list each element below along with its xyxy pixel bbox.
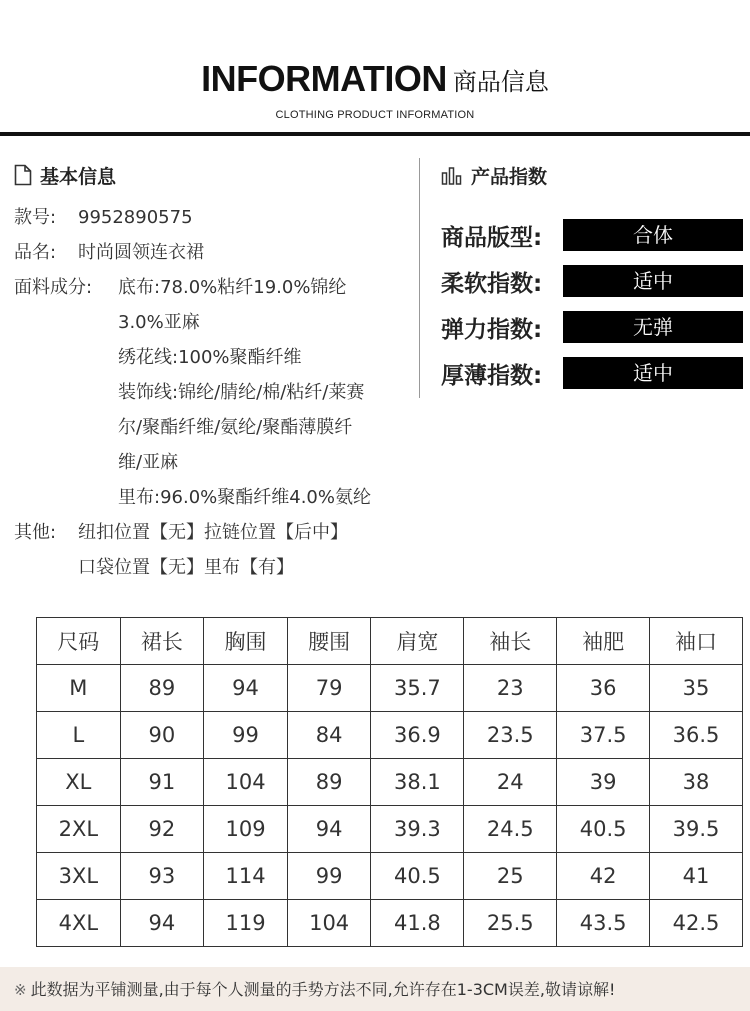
size-table [36, 617, 743, 947]
index-row [441, 304, 746, 350]
table-cell: 38 [650, 759, 743, 806]
product-index-section [441, 160, 746, 396]
table-header-cell: 胸围 [204, 618, 288, 665]
table-cell: 119 [204, 900, 288, 947]
table-cell: 38.1 [371, 759, 464, 806]
table-cell: 89 [287, 759, 371, 806]
title-en: INFORMATION [201, 58, 447, 99]
table-row [37, 665, 743, 712]
product-name-row [14, 235, 414, 270]
basic-info-section [14, 160, 414, 585]
index-label: 商品版型: [441, 224, 543, 251]
table-cell: 40.5 [371, 853, 464, 900]
title-row [0, 58, 750, 100]
table-cell: 93 [120, 853, 204, 900]
table-cell: 36.5 [650, 712, 743, 759]
table-header-cell: 裙长 [120, 618, 204, 665]
table-row [37, 806, 743, 853]
basic-info-heading [14, 160, 414, 190]
bar-chart-icon [441, 164, 463, 186]
table-cell: 4XL [37, 900, 121, 947]
index-value: 适中 [563, 357, 743, 389]
fabric-line: 绣花线:100%聚酯纤维 [118, 347, 302, 368]
fabric-line: 里布:96.0%聚酯纤维4.0%氨纶 [118, 487, 371, 508]
product-index-title: 产品指数 [471, 165, 548, 188]
table-cell: 40.5 [557, 806, 650, 853]
table-cell: 91 [120, 759, 204, 806]
index-list [441, 212, 746, 396]
table-cell: 3XL [37, 853, 121, 900]
other-label: 其他: [14, 522, 57, 543]
style-no-label: 款号: [14, 207, 57, 228]
basic-info-title: 基本信息 [40, 165, 117, 188]
table-cell: 39.5 [650, 806, 743, 853]
table-cell: 25.5 [464, 900, 557, 947]
table-cell: 39.3 [371, 806, 464, 853]
reference-mark-icon: ※ [14, 981, 27, 999]
other-row [14, 515, 414, 550]
table-row [37, 712, 743, 759]
table-cell: 25 [464, 853, 557, 900]
fabric-line: 维/亚麻 [118, 452, 179, 473]
table-cell: 89 [120, 665, 204, 712]
index-row [441, 212, 746, 258]
other-line: 纽扣位置【无】拉链位置【后中】 [78, 522, 348, 543]
table-cell: 99 [287, 853, 371, 900]
product-name-label: 品名: [14, 242, 57, 263]
table-cell: 99 [204, 712, 288, 759]
table-cell: L [37, 712, 121, 759]
table-cell: 41 [650, 853, 743, 900]
table-cell: 37.5 [557, 712, 650, 759]
table-row [37, 759, 743, 806]
table-header-cell: 袖口 [650, 618, 743, 665]
table-cell: 114 [204, 853, 288, 900]
table-cell: 41.8 [371, 900, 464, 947]
index-value: 无弹 [563, 311, 743, 343]
table-cell: 104 [287, 900, 371, 947]
header [0, 0, 750, 140]
table-cell: XL [37, 759, 121, 806]
table-cell: 2XL [37, 806, 121, 853]
table-cell: 94 [287, 806, 371, 853]
table-cell: 79 [287, 665, 371, 712]
table-cell: 24.5 [464, 806, 557, 853]
table-cell: 42 [557, 853, 650, 900]
table-cell: 23.5 [464, 712, 557, 759]
index-value: 合体 [563, 219, 743, 251]
fabric-line: 3.0%亚麻 [118, 312, 200, 333]
table-row [37, 853, 743, 900]
header-rule [0, 132, 750, 136]
section-divider [419, 158, 420, 398]
table-cell: 92 [120, 806, 204, 853]
table-cell: 109 [204, 806, 288, 853]
document-icon [14, 164, 32, 186]
index-label: 厚薄指数: [441, 362, 543, 389]
table-cell: 35 [650, 665, 743, 712]
subtitle: CLOTHING PRODUCT INFORMATION [275, 109, 475, 121]
table-cell: 23 [464, 665, 557, 712]
title-cn: 商品信息 [452, 67, 549, 96]
fabric-label: 面料成分: [14, 277, 93, 298]
fabric-line: 装饰线:锦纶/腈纶/棉/粘纤/莱赛 [118, 382, 365, 403]
other-line: 口袋位置【无】里布【有】 [78, 557, 294, 578]
table-cell: 94 [204, 665, 288, 712]
table-cell: 43.5 [557, 900, 650, 947]
index-row [441, 350, 746, 396]
index-label: 柔软指数: [441, 270, 543, 297]
table-cell: 90 [120, 712, 204, 759]
index-row [441, 258, 746, 304]
fabric-line: 尔/聚酯纤维/氨纶/聚酯薄膜纤 [118, 417, 353, 438]
table-cell: 104 [204, 759, 288, 806]
fabric-line: 底布:78.0%粘纤19.0%锦纶 [118, 277, 347, 298]
product-index-heading [441, 160, 746, 190]
table-cell: 84 [287, 712, 371, 759]
table-cell: 42.5 [650, 900, 743, 947]
table-header-cell: 尺码 [37, 618, 121, 665]
table-cell: M [37, 665, 121, 712]
table-cell: 39 [557, 759, 650, 806]
table-cell: 94 [120, 900, 204, 947]
table-cell: 36 [557, 665, 650, 712]
table-cell: 36.9 [371, 712, 464, 759]
product-name-value: 时尚圆领连衣裙 [78, 242, 204, 263]
table-header-row [37, 618, 743, 665]
style-no-value: 9952890575 [78, 207, 193, 228]
table-header-cell: 腰围 [287, 618, 371, 665]
table-header-cell: 袖肥 [557, 618, 650, 665]
footer-note-text: 此数据为平铺测量,由于每个人测量的手势方法不同,允许存在1-3CM误差,敬请谅解! [30, 980, 616, 999]
fabric-row [14, 270, 414, 305]
table-header-cell: 袖长 [464, 618, 557, 665]
table-cell: 24 [464, 759, 557, 806]
index-value: 适中 [563, 265, 743, 297]
table-cell: 35.7 [371, 665, 464, 712]
basic-info-list [14, 200, 414, 585]
index-label: 弹力指数: [441, 316, 543, 343]
style-no-row [14, 200, 414, 235]
table-row [37, 900, 743, 947]
table-header-cell: 肩宽 [371, 618, 464, 665]
footer-note-bar [0, 967, 750, 1011]
footer-note [14, 977, 615, 1000]
